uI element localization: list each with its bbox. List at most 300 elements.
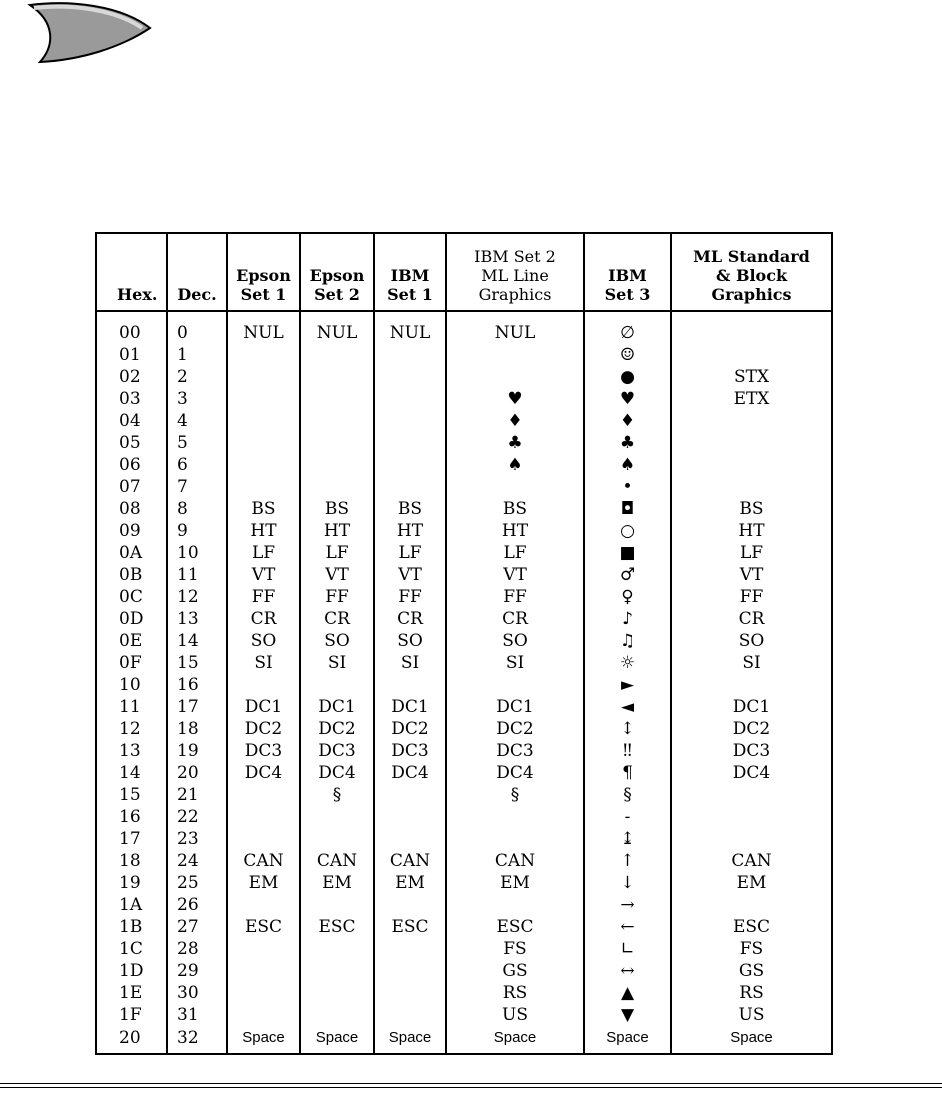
cell-ibm-set-2 — [446, 476, 584, 498]
filler-cell — [446, 1050, 584, 1053]
cell-hex: 13 — [119, 741, 141, 761]
cell-epson-set-2 — [300, 938, 374, 960]
cell-epson-set-1 — [227, 1004, 300, 1026]
cell-ibm-set-3: ♦ — [584, 410, 671, 432]
cell-dec: 29 — [167, 960, 227, 982]
cell-dec: 9 — [167, 520, 227, 542]
table-row — [97, 344, 831, 366]
cell-ibm-set-3: ☼ — [584, 652, 671, 674]
cell-hex: 05 — [119, 433, 141, 453]
cell-epson-set-2 — [300, 366, 374, 388]
cell-hex: 20 — [119, 1028, 141, 1048]
filler-cell — [227, 1050, 300, 1053]
cell-epson-set-1 — [227, 806, 300, 828]
cell-ml-standard — [671, 322, 831, 344]
cell-epson-set-2: SO — [300, 630, 374, 652]
cell-dec: 12 — [167, 586, 227, 608]
cell-ml-standard: DC1 — [671, 696, 831, 718]
cell-hex: 07 — [119, 477, 141, 497]
table-row — [97, 828, 831, 850]
cell-epson-set-2 — [300, 894, 374, 916]
cell-ibm-set-3: ‼ — [584, 740, 671, 762]
cell-epson-set-1: FF — [227, 586, 300, 608]
header-ibm-set-2: IBM Set 2 ML Line Graphics — [446, 234, 584, 311]
cell-ibm-set-2: HT — [446, 520, 584, 542]
cell-ml-standard — [671, 674, 831, 696]
table-row — [97, 520, 831, 542]
cell-ibm-set-3: ↕ — [584, 718, 671, 740]
table-row — [97, 608, 831, 630]
cell-ibm-set-3: ∅ — [584, 322, 671, 344]
cell-ibm-set-3: ↑ — [584, 850, 671, 872]
cell-ibm-set-1: SO — [374, 630, 446, 652]
cell-ml-standard: DC3 — [671, 740, 831, 762]
table-row — [97, 1004, 831, 1026]
cell-ibm-set-3: ♂ — [584, 564, 671, 586]
cell-ibm-set-3: ↨ — [584, 828, 671, 850]
cell-dec: 11 — [167, 564, 227, 586]
cell-epson-set-1: HT — [227, 520, 300, 542]
cell-dec: 19 — [167, 740, 227, 762]
cell-ml-standard: FF — [671, 586, 831, 608]
cell-ml-standard: BS — [671, 498, 831, 520]
cell-epson-set-2: FF — [300, 586, 374, 608]
header-ibm-set-1: IBM Set 1 — [374, 234, 446, 311]
cell-dec: 20 — [167, 762, 227, 784]
cell-epson-set-2 — [300, 674, 374, 696]
cell-ibm-set-1: NUL — [374, 322, 446, 344]
cell-ml-standard: VT — [671, 564, 831, 586]
cell-dec: 30 — [167, 982, 227, 1004]
cell-epson-set-1: SI — [227, 652, 300, 674]
table-row — [97, 740, 831, 762]
cell-hex: 01 — [119, 345, 141, 365]
cell-ibm-set-3: ◘ — [584, 498, 671, 520]
cell-dec: 6 — [167, 454, 227, 476]
cell-ibm-set-3: ∟ — [584, 938, 671, 960]
cell-ibm-set-2: VT — [446, 564, 584, 586]
cell-dec: 5 — [167, 432, 227, 454]
cell-dec: 14 — [167, 630, 227, 652]
cell-hex: 03 — [119, 389, 141, 409]
cell-ibm-set-1 — [374, 454, 446, 476]
cell-ml-standard: DC2 — [671, 718, 831, 740]
spacer-cell — [584, 311, 671, 322]
cell-ibm-set-3: ↓ — [584, 872, 671, 894]
cell-dec: 13 — [167, 608, 227, 630]
cell-hex: 08 — [119, 499, 141, 519]
cell-epson-set-2: VT — [300, 564, 374, 586]
cell-hex: 0D — [119, 609, 144, 629]
table-row — [97, 322, 831, 344]
cell-epson-set-1: VT — [227, 564, 300, 586]
spacer-cell — [167, 311, 227, 322]
cell-ibm-set-1 — [374, 476, 446, 498]
cell-ibm-set-3: Space — [584, 1026, 671, 1050]
cell-ibm-set-2 — [446, 828, 584, 850]
cell-hex: 12 — [119, 719, 141, 739]
cell-dec: 25 — [167, 872, 227, 894]
control-code-table — [95, 232, 833, 1055]
cell-dec: 23 — [167, 828, 227, 850]
cell-ibm-set-2: NUL — [446, 322, 584, 344]
cell-ibm-set-1: DC1 — [374, 696, 446, 718]
cell-hex: 0A — [119, 543, 143, 563]
cell-epson-set-1 — [227, 674, 300, 696]
table-row — [97, 388, 831, 410]
cell-ibm-set-1: LF — [374, 542, 446, 564]
cell-hex: 1E — [119, 983, 143, 1003]
cell-ibm-set-3: ► — [584, 674, 671, 696]
cell-epson-set-1: CAN — [227, 850, 300, 872]
cell-epson-set-2: DC1 — [300, 696, 374, 718]
cell-dec: 28 — [167, 938, 227, 960]
table-row — [97, 586, 831, 608]
table-row — [97, 630, 831, 652]
cell-ibm-set-2: LF — [446, 542, 584, 564]
bottom-rule-lower — [0, 1087, 942, 1088]
header-ml-standard: ML Standard & Block Graphics — [671, 234, 831, 311]
table-row — [97, 542, 831, 564]
cell-hex: 1A — [119, 895, 143, 915]
cell-ibm-set-1 — [374, 366, 446, 388]
cell-hex: 10 — [119, 675, 141, 695]
cell-ibm-set-2: ♠ — [446, 454, 584, 476]
cell-ibm-set-1: CAN — [374, 850, 446, 872]
cell-epson-set-2: LF — [300, 542, 374, 564]
cell-epson-set-1: CR — [227, 608, 300, 630]
cell-ml-standard — [671, 894, 831, 916]
header-hex: Hex. — [97, 234, 167, 311]
cell-epson-set-2 — [300, 410, 374, 432]
cell-ibm-set-3: ● — [584, 366, 671, 388]
cell-hex: 06 — [119, 455, 141, 475]
cell-epson-set-2 — [300, 476, 374, 498]
cell-ml-standard — [671, 344, 831, 366]
table-row — [97, 652, 831, 674]
cell-ibm-set-3: ♀ — [584, 586, 671, 608]
cell-epson-set-2: ESC — [300, 916, 374, 938]
cell-dec: 10 — [167, 542, 227, 564]
cell-ml-standard: SO — [671, 630, 831, 652]
table-row — [97, 674, 831, 696]
cell-ml-standard — [671, 784, 831, 806]
spacer-cell — [446, 311, 584, 322]
filler-cell — [97, 1050, 167, 1053]
cell-hex: 02 — [119, 367, 141, 387]
cell-ibm-set-1 — [374, 674, 446, 696]
filler-cell — [300, 1050, 374, 1053]
cell-epson-set-2 — [300, 828, 374, 850]
cell-ibm-set-2: ESC — [446, 916, 584, 938]
cell-ml-standard: SI — [671, 652, 831, 674]
cell-ibm-set-2: GS — [446, 960, 584, 982]
cell-dec: 7 — [167, 476, 227, 498]
cell-ibm-set-2: SO — [446, 630, 584, 652]
cell-ml-standard: ESC — [671, 916, 831, 938]
cell-epson-set-1: ESC — [227, 916, 300, 938]
cell-ml-standard — [671, 410, 831, 432]
cell-ml-standard: LF — [671, 542, 831, 564]
table-body — [97, 311, 831, 1053]
cell-hex: 15 — [119, 785, 141, 805]
cell-ibm-set-1: DC2 — [374, 718, 446, 740]
cell-ibm-set-3: ♪ — [584, 608, 671, 630]
cell-epson-set-1: LF — [227, 542, 300, 564]
cell-ibm-set-3: ▲ — [584, 982, 671, 1004]
cell-ibm-set-3: • — [584, 476, 671, 498]
cell-ibm-set-1: ESC — [374, 916, 446, 938]
cell-hex: 00 — [119, 323, 141, 343]
cell-ibm-set-2 — [446, 894, 584, 916]
cell-hex: 17 — [119, 829, 141, 849]
cell-ibm-set-2: DC3 — [446, 740, 584, 762]
cell-epson-set-1 — [227, 894, 300, 916]
cell-ibm-set-2: DC2 — [446, 718, 584, 740]
cell-epson-set-1 — [227, 476, 300, 498]
table-row — [97, 806, 831, 828]
cell-epson-set-1 — [227, 960, 300, 982]
table-row — [97, 938, 831, 960]
table-row — [97, 872, 831, 894]
cell-epson-set-1: DC3 — [227, 740, 300, 762]
cell-ibm-set-1 — [374, 982, 446, 1004]
spacer-cell — [671, 311, 831, 322]
cell-ibm-set-1: BS — [374, 498, 446, 520]
cell-ibm-set-1 — [374, 828, 446, 850]
cell-epson-set-2 — [300, 388, 374, 410]
cell-ibm-set-2: DC4 — [446, 762, 584, 784]
cell-ibm-set-3: ☺ — [584, 344, 671, 366]
cell-dec: 32 — [167, 1026, 227, 1050]
cell-hex: 0E — [119, 631, 143, 651]
cell-ibm-set-3: ← — [584, 916, 671, 938]
cell-ibm-set-1 — [374, 388, 446, 410]
cell-ibm-set-3: ▼ — [584, 1004, 671, 1026]
cell-ibm-set-1: Space — [374, 1026, 446, 1050]
cell-hex: 1C — [119, 939, 143, 959]
cell-ibm-set-1: DC3 — [374, 740, 446, 762]
cell-epson-set-1 — [227, 432, 300, 454]
cell-ml-standard: Space — [671, 1026, 831, 1050]
spacer-cell — [227, 311, 300, 322]
cell-ibm-set-1: SI — [374, 652, 446, 674]
cell-epson-set-1: NUL — [227, 322, 300, 344]
header-epson-set-1: Epson Set 1 — [227, 234, 300, 311]
cell-ml-standard — [671, 806, 831, 828]
cell-hex: 18 — [119, 851, 141, 871]
cell-ml-standard — [671, 476, 831, 498]
header-dec: Dec. — [167, 234, 227, 311]
table-row — [97, 454, 831, 476]
cell-ml-standard: CR — [671, 608, 831, 630]
filler-cell — [167, 1050, 227, 1053]
cell-epson-set-1: DC4 — [227, 762, 300, 784]
cell-ibm-set-2 — [446, 344, 584, 366]
cell-ibm-set-2: ♦ — [446, 410, 584, 432]
cell-hex: 11 — [119, 697, 141, 717]
cell-ml-standard: STX — [671, 366, 831, 388]
cell-epson-set-1 — [227, 982, 300, 1004]
cell-epson-set-2: § — [300, 784, 374, 806]
cell-ml-standard: FS — [671, 938, 831, 960]
cell-ibm-set-2: SI — [446, 652, 584, 674]
cell-epson-set-1 — [227, 828, 300, 850]
cell-ibm-set-1 — [374, 960, 446, 982]
cell-epson-set-2: CR — [300, 608, 374, 630]
cell-epson-set-2 — [300, 982, 374, 1004]
cell-epson-set-2 — [300, 344, 374, 366]
cell-ibm-set-2: § — [446, 784, 584, 806]
cell-hex: 04 — [119, 411, 141, 431]
table-row — [97, 432, 831, 454]
cell-ibm-set-3: ↔ — [584, 960, 671, 982]
cell-epson-set-1 — [227, 388, 300, 410]
cell-ibm-set-2: US — [446, 1004, 584, 1026]
table-row — [97, 410, 831, 432]
cell-ibm-set-1: CR — [374, 608, 446, 630]
cell-hex: 09 — [119, 521, 141, 541]
cell-ibm-set-3: ♥ — [584, 388, 671, 410]
cell-ibm-set-3: ♫ — [584, 630, 671, 652]
cell-epson-set-2: DC4 — [300, 762, 374, 784]
cell-ibm-set-1 — [374, 894, 446, 916]
table-row — [97, 850, 831, 872]
table-row — [97, 784, 831, 806]
cell-epson-set-2 — [300, 454, 374, 476]
chapter-tab-icon — [0, 0, 160, 70]
cell-ibm-set-1 — [374, 1004, 446, 1026]
cell-epson-set-2: SI — [300, 652, 374, 674]
cell-epson-set-2 — [300, 432, 374, 454]
cell-ibm-set-1: DC4 — [374, 762, 446, 784]
cell-dec: 15 — [167, 652, 227, 674]
cell-ibm-set-1 — [374, 432, 446, 454]
cell-dec: 4 — [167, 410, 227, 432]
cell-ml-standard: EM — [671, 872, 831, 894]
cell-ml-standard: US — [671, 1004, 831, 1026]
table-row — [97, 960, 831, 982]
table-row — [97, 916, 831, 938]
cell-ibm-set-1: FF — [374, 586, 446, 608]
table-row — [97, 366, 831, 388]
cell-ibm-set-2: FF — [446, 586, 584, 608]
cell-epson-set-1 — [227, 938, 300, 960]
cell-ibm-set-3: ♣ — [584, 432, 671, 454]
cell-epson-set-1: BS — [227, 498, 300, 520]
cell-ibm-set-2: RS — [446, 982, 584, 1004]
cell-ibm-set-2: ♣ — [446, 432, 584, 454]
cell-ibm-set-2 — [446, 366, 584, 388]
cell-ibm-set-1: EM — [374, 872, 446, 894]
table-header-row — [97, 234, 831, 311]
cell-epson-set-2: DC2 — [300, 718, 374, 740]
cell-hex: 0B — [119, 565, 143, 585]
cell-hex: 16 — [119, 807, 141, 827]
cell-dec: 26 — [167, 894, 227, 916]
cell-epson-set-2 — [300, 960, 374, 982]
spacer-cell — [97, 311, 167, 322]
cell-ibm-set-3: ○ — [584, 520, 671, 542]
cell-epson-set-2 — [300, 1004, 374, 1026]
cell-epson-set-1 — [227, 784, 300, 806]
bottom-rule-upper — [0, 1083, 942, 1084]
cell-epson-set-2 — [300, 806, 374, 828]
table-row — [97, 982, 831, 1004]
cell-epson-set-1 — [227, 410, 300, 432]
cell-ibm-set-3: ◄ — [584, 696, 671, 718]
cell-dec: 16 — [167, 674, 227, 696]
cell-ibm-set-1 — [374, 784, 446, 806]
table-row — [97, 564, 831, 586]
cell-hex: 1F — [119, 1005, 142, 1025]
cell-ibm-set-2: BS — [446, 498, 584, 520]
cell-epson-set-2: CAN — [300, 850, 374, 872]
cell-ibm-set-1 — [374, 938, 446, 960]
cell-hex: 1B — [119, 917, 143, 937]
cell-ibm-set-2 — [446, 674, 584, 696]
filler-cell — [374, 1050, 446, 1053]
table-spacer-row — [97, 311, 831, 322]
header-ibm-set-3: IBM Set 3 — [584, 234, 671, 311]
cell-epson-set-2: HT — [300, 520, 374, 542]
cell-ibm-set-1 — [374, 344, 446, 366]
cell-hex: 19 — [119, 873, 141, 893]
cell-dec: 1 — [167, 344, 227, 366]
cell-ibm-set-2: CR — [446, 608, 584, 630]
cell-epson-set-2: Space — [300, 1026, 374, 1050]
cell-hex: 1D — [119, 961, 144, 981]
cell-ibm-set-2: ♥ — [446, 388, 584, 410]
cell-epson-set-1: Space — [227, 1026, 300, 1050]
cell-ibm-set-3: § — [584, 784, 671, 806]
cell-ibm-set-3: ‐ — [584, 806, 671, 828]
cell-ml-standard: HT — [671, 520, 831, 542]
cell-epson-set-1 — [227, 344, 300, 366]
cell-dec: 0 — [167, 322, 227, 344]
cell-ibm-set-3: ♠ — [584, 454, 671, 476]
cell-dec: 18 — [167, 718, 227, 740]
cell-ibm-set-1 — [374, 410, 446, 432]
filler-cell — [671, 1050, 831, 1053]
cell-epson-set-1: SO — [227, 630, 300, 652]
cell-ml-standard — [671, 432, 831, 454]
cell-ml-standard: RS — [671, 982, 831, 1004]
cell-ibm-set-2: DC1 — [446, 696, 584, 718]
cell-ibm-set-1 — [374, 806, 446, 828]
cell-epson-set-2: BS — [300, 498, 374, 520]
cell-epson-set-2: DC3 — [300, 740, 374, 762]
cell-dec: 27 — [167, 916, 227, 938]
cell-ibm-set-3: ¶ — [584, 762, 671, 784]
cell-dec: 3 — [167, 388, 227, 410]
table-row — [97, 894, 831, 916]
cell-hex: 0F — [119, 653, 142, 673]
cell-dec: 31 — [167, 1004, 227, 1026]
table-filler-row — [97, 1050, 831, 1053]
filler-cell — [584, 1050, 671, 1053]
cell-ml-standard: DC4 — [671, 762, 831, 784]
cell-dec: 8 — [167, 498, 227, 520]
cell-dec: 22 — [167, 806, 227, 828]
cell-hex: 0C — [119, 587, 143, 607]
table-row — [97, 762, 831, 784]
cell-epson-set-1: DC2 — [227, 718, 300, 740]
cell-epson-set-2: EM — [300, 872, 374, 894]
cell-ml-standard: GS — [671, 960, 831, 982]
spacer-cell — [374, 311, 446, 322]
cell-ml-standard — [671, 828, 831, 850]
